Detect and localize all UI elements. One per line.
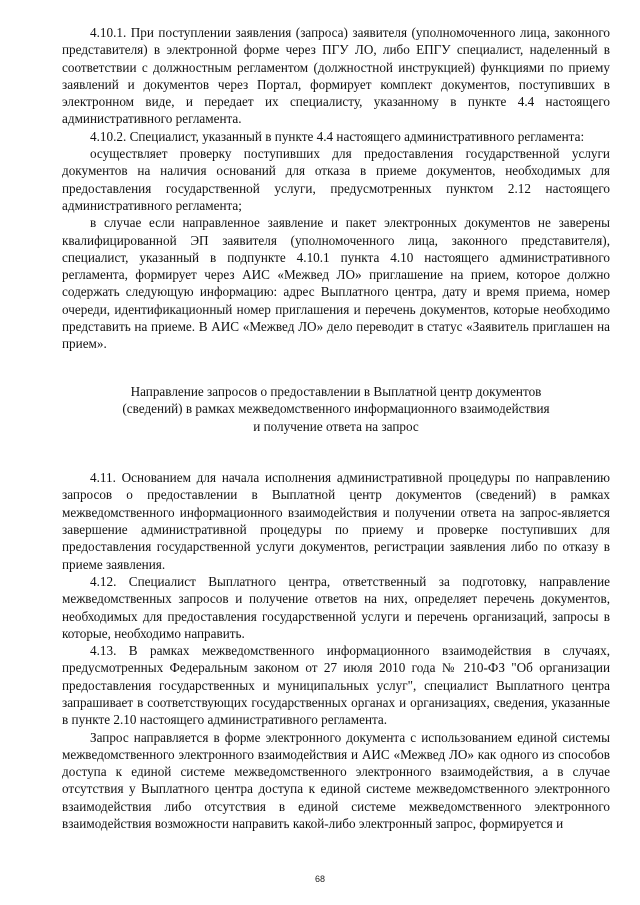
paragraph-4-10-1: 4.10.1. При поступлении заявления (запроса) заявителя (уполномоченного лица, законного представителя) в электронной форме через ПГУ ЛО, либо ЕПГУ специалист, наделенный в соответствии с должностным регламентом (должностной инструкцией) функциями по приему заявлений и документов через Портал, формирует комплект документов, поступивших в электронном виде, и передает их специалисту, указанному в пункте 4.4 настоящего административного регламента. <box>62 25 610 127</box>
paragraph-4-10-2: 4.10.2. Специалист, указанный в пункте 4.4 настоящего административного регламента: <box>90 128 585 144</box>
section-heading-line-1: Направление запросов о предоставлении в Выплатной центр документов <box>130 383 542 399</box>
paragraph-check-documents: осуществляет проверку поступивших для предоставления государственной услуги документов на наличия оснований для отказа в приеме документов, необходимых для предоставления государственной услуги, предусмотренных пунктом 2.12 настоящего административного регламента; <box>62 146 610 213</box>
section-heading <box>62 383 610 436</box>
paragraph-4-12: 4.12. Специалист Выплатного центра, ответственный за подготовку, направление межведомственных запросов и получение ответов на них, определяет перечень документов, необходимых для предоставления государственной услуги и перечень организаций, запросы в которые, необходимо направить. <box>62 573 610 641</box>
document-page <box>62 24 610 832</box>
paragraph-request-form: Запрос направляется в форме электронного документа с использованием единой системы межведомственного электронного взаимодействия и АИС «Межвед ЛО» как одного из способов доступа к единой системе межведомственного электронного взаимодействия, а в случае отсутствия у Выплатного центра доступа к единой системе межведомственного электронного взаимодействия либо отсутствия в единой системе межведомственного электронного взаимодействия возможности направить какой-либо электронный запрос, формируется и <box>62 729 610 832</box>
section-heading-line-3: и получение ответа на запрос <box>253 418 419 434</box>
paragraph-4-11: 4.11. Основанием для начала исполнения административной процедуры по направлению запросов о предоставлении в Выплатной центр документов (сведений) в рамках межведомственного информационного взаимодействия и получении ответа на запрос-является завершение административной процедуры по приему и проверке поступивших для предоставления государственной услуги документов, регистрации заявления либо по отказу в приеме заявления. <box>62 470 610 572</box>
page-number: 68 <box>314 874 325 884</box>
paragraph-invitation: в случае если направленное заявление и пакет электронных документов не заверены квалифицированной ЭП заявителя (уполномоченного лица, законного представителя), специалист, указанный в подпункте 4.10.1 пункта 4.10 настоящего административного регламента, формирует через АИС «Межвед ЛО» приглашение на прием, которое должно содержать следующую информацию: адрес Выплатного центра, дату и время приема, номер очереди, идентификационный номер приглашения и перечень документов, которые необходимо представить на приеме. В АИС «Межвед ЛО» дело переводит в статус «Заявитель приглашен на прием». <box>62 215 610 352</box>
paragraph-4-13: 4.13. В рамках межведомственного информационного взаимодействия в случаях, предусмотренных Федеральным законом от 27 июля 2010 года № 210-ФЗ "Об организации предоставления государственных и муниципальных услуг", специалист Выплатного центра запрашивает в соответствующих государственных органах и организациях, сведения, указанные в пункте 2.10 настоящего административного регламента. <box>62 643 610 728</box>
section-heading-line-2: (сведений) в рамках межведомственного информационного взаимодействия <box>122 401 550 417</box>
